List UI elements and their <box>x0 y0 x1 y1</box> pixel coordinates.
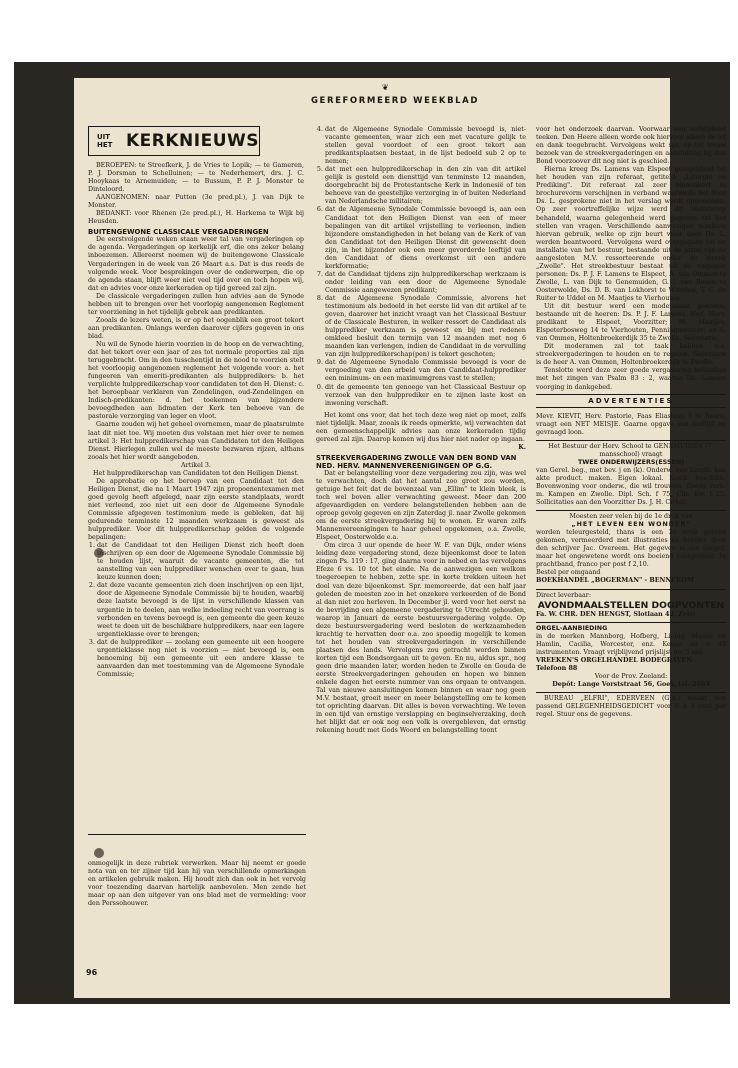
ad-text: in de merken Mannborg, Hofberg, Liebig, Mason en Hamlin, Cacilia, Worcester, enz. Keuze uit ± 40 instrumenten. Vraagt vrijblijvend prijslijst no. 5 aan <box>536 632 726 656</box>
kerknieuws-title-box <box>88 126 260 156</box>
ad-text: worden teleurgesteld, thans is een 2e druk gereed gekomen, vermeerderd met illustraties en herzien door den schrijver Jac. Overeem. Het gegeven is zoo simpel, maar het ongewetene wordt ons boeiend voorgesteld. In prachtband, franco per post f 2,10. <box>536 529 726 569</box>
ad-text: Moesten zeer velen bij de 1e druk van <box>569 513 693 521</box>
provisions-list <box>88 542 304 679</box>
paragraph: voor het onderzoek daarvan. Voorwaar een verblijdend teeken. Den Heere alleen worde ook hiervoor alleen de lof en dank toegebracht. Vervolgens wekt spr. op tot trouw bezoek van de streekvergaderingen en aansluiting bij den Bond voorzoover dit nog niet is geschied. <box>536 126 726 166</box>
ad-title: „HET LEVEN EEN WONDER" <box>571 521 691 529</box>
list-item: 8. dat de Algemeene Synodale Commissie, alvorens het testimonium als bedoeld in het eerste lid van dit artikel af te geven, daarover het inzicht vraagt van het Classicaal Bestuur of de Classicale Besturen, in welker ressort de Candidaat als hulpprediker werkzaam is geweest en bij met redenen omkleed besluit den termijn van 12 maanden met nog 6 maanden kan verlengen, indien de Candidaat in de vervulling van zijn hulppredikerschap(pen) is tekort geschoten; <box>325 295 526 359</box>
ad-het-leven-een-wonder <box>536 511 726 589</box>
ad-avondmaalstellen <box>536 590 726 623</box>
paragraph: De approbatie op het beroep van een Candidaat tot den Heiligen Dienst, die na 1 Maart 1947 zijn propoenentexamen met goed gevolg heeft afgelegd, naar zijn eerste standplaats, wordt niet verleend, zoo niet uit een door de Algemeene Synodale Commissie afgegeven testimonium mede is gebleken, dat hij gedurende tenminste 12 maanden werkzaam is geweest als hulpprediker. Voor dit hulppredikerschap gelden de volgende bepalingen: <box>88 477 304 542</box>
ad-genemuiden <box>536 441 726 511</box>
artikel-heading: Artikel 3. <box>181 461 211 469</box>
paragraph: Nu wil de Synode hierin voorzien in de hoop en de verwachting, dat het tekort over een jaar of zes tot normale proporties zal zijn teruggebracht. Om in den tusschentijd in de nood te voorzien stelt het voorloopig aangenomen reglement het volgende voor: a. het fungeeren van emeriti-predikanten als hulppredikers: b. het verplichte hulppredikerschap voor candidaten tot den H. Dienst: c. het beroepbaar verklaren van Zendelingen, oud-Zendelingen en Indisch-predikanten: d. het toekennen van bijzondere bevoegdheden aan lidmaten der Kerk ten behoeve van de pastorale verzorging van leger en vloot. <box>88 340 304 421</box>
zwolle-heading: STREEKVERGADERING ZWOLLE VAN DEN BOND VAN NED. HERV. MANNENVEREENIGINGEN OP G.G. <box>316 453 517 470</box>
ad-text: Mevr. KIEVIT, Herv. Pastorie, Faas Eliaslaan 3 te Baarn, vraagt een NET MEISJE. Gaarne opgave van leeftijd en gevraagd loon. <box>536 412 726 436</box>
aangenomen: AANGENOMEN: naar Putten (3e pred.pl.), J. van Dijk te Monster. <box>88 194 304 210</box>
ad-depot: Depôt: Lange Vorststraat 56, Goes, tel. 2663 <box>552 680 710 688</box>
ad-title: AVONDMAALSTELLEN DOOPVONTEN <box>537 599 725 611</box>
column-kerknieuws <box>88 126 304 828</box>
page-number: 96 <box>86 968 98 977</box>
ad-text: Voor de Prov. Zeeland: <box>594 672 668 680</box>
ad-firm: Fa. W. CHR. DEN HENGST, Slotlaan 42, Zeist <box>536 610 696 618</box>
column-middle <box>316 126 526 1018</box>
column-right <box>536 126 726 719</box>
ad-text: Bestel per omgaand <box>536 569 601 577</box>
ad-kievit <box>536 411 726 441</box>
ad-firm: VREEKEN'S ORGELHANDEL BODEGRAVEN <box>536 656 693 664</box>
paragraph: Zooals de lezers weten, is er op het oogenblik een groot tekort aan predikanten. Onlangs werden daarover cijfers gegeven in ons blad. <box>88 316 304 340</box>
running-head: GEREFORMEERD WEEKBLAD <box>310 96 480 106</box>
ad-phone: Telefoon 88 <box>536 664 578 672</box>
list-item: 4. dat de Algemeene Synodale Commissie bevoegd is, niet-vacante gemeenten, waar zich een met vacature gelijk te stellen geval voordoet of een groot tekort aan predikantsplaatsen bestaat, in de lijst bedoeld sub 2 op te nemen; <box>325 126 526 166</box>
ad-text: van Gerel. beg., met bev. j en (k). Onderw. met Landb. kan akte product. maken. Eigen lokaal. Kosth. beschikb. Bovenwoning voor onderw., die wil trouwen. Goede verb. m. Kampen en Zwolle. Dipl. Sch. f 75, Chr. Kw. f 25. Sollicitaties aan den Voorzitter Ds. J. H. Cirkel. <box>536 466 726 507</box>
list-item: 10. dit de gemeente ten genoege van het Classicaal Bestuur op verzoek van den hulpprediker en te zijnen laste kost en inwoning verschaft. <box>325 384 526 408</box>
paragraph: onmogelijk in deze rubriek verwerken. Maar hij neemt er goede nota van en ter zijner tijd kan hij van verschillende opmerkingen en artikelen gebruik maken. Hij houdt zich dan ook in het vervolg voor toezending daarvan hartelijk aanbevolen. Men zende het maar op aan den uitgever van ons blad met de vermelding: voor den Perssohouwer. <box>88 860 306 908</box>
kerknieuws-prefix: UIT HET <box>97 132 113 149</box>
paragraph: Het komt ons voor, dat het toch deze weg niet op moet, zelfs niet tijdelijk. Maar, zooals ik reeds opmerkte, wij verwachten dat een gemeenschappelijk advies aan onze kerkeraden tijdig gereed zal zijn. Daarop komen wij dus hier niet nader op ingaan. <box>316 411 526 443</box>
artikel-title: Het hulppredikerschap van Candidaten tot den Heiligen Dienst. <box>93 469 299 477</box>
advertenties-heading: ADVERTENTIES <box>536 394 726 408</box>
ad-title: ORGEL-AANBIEDING <box>536 624 608 632</box>
header-ornament: ❦ <box>382 83 389 92</box>
ad-elfri <box>536 693 726 719</box>
ad-text: Direct leverbaar: <box>536 591 591 599</box>
paragraph: Uit dit bestuur werd een moderamen gekozen, bestaande uit de heeren: Ds. P. J. F. Lamens, Ned. Herv. predikant te Elspeet, Voorzitter; M. Maatjes, Elspeterbosweg 14 te Vierhouten, Penningmeester; en A. van Ommen, Holtenbroekerdijk 35 te Zwolle, Secretaris. <box>536 303 726 343</box>
ad-orgel <box>536 623 726 693</box>
list-item: 7. dat de Candidaat tijdens zijn hulppredikerschap werkzaam is onder leiding van een door de Algemeene Synodale Commissie aangewezen predikant; <box>325 271 526 295</box>
list-item: 1. dat de Candidaat tot den Heiligen Dienst zich heeft doen inschrijven op een door de Algemeene Synodale Commissie bij te houden lijst, waaruit de vacante gemeenten, die tot aanstelling van een hulpprediker wenschen over te gaan, hun keuze kunnen doen; <box>97 542 304 582</box>
paragraph: De classicale vergaderingen zullen hun advies aan de Synode hebben uit te brengen over het voorlopig aangenomen Reglement ter voorziening in het tijdelijk gebrek aan predikanten. <box>88 292 304 316</box>
paragraph: De eerstvolgende weken staan weer tal van vergaderingen op de agenda. Vergaderingen op kerkelijk erf, die ons zeker belang inboezemen. Allereerst noemen wij de buitengewone Classicale Vergaderingen in de week van 26 Maart a.s. Dat is dus reeds de volgende week. Voor besprekingen over de onderwerpen, die op de agenda staan, blijft weer niet veel tijd over en toch hopen wij, dat en advies voor onze kerkeraden op tijd gereed zal zijn. <box>88 236 304 292</box>
column-bottom-note <box>88 860 306 962</box>
paragraph: Gaarne zouden wij het geheel overnemen, maar de plaatsruimte laat dit niet toe. Wij moeten dus volstaan met hier over te nemen artikel 3: Het hulppredikerschap van Candidaten tot den Heiligen Dienst. Hierlegen zullen wel de meeste bezwaren rijzen, althans zooals het hier wordt aangeboden. <box>88 421 304 461</box>
column-rule <box>88 834 306 835</box>
paragraph: Tenslotte werd deze zeer goede vergadering beëindigd met het zingen van Psalm 83 : 2, waarna Ds. Lamens voorging in dankgebed. <box>536 367 726 391</box>
paragraph: Om circa 3 uur opende de heer W. F. van Dijk, onder wiens leiding deze vergadering stond, deze bijeenkomst door te laten zingen Ps. 119 : 17, ging daarna voor in nebed en las vervolgens Efeze 6 vs. 10 tot het einde. Na de aanwezigen een welkom toegeroepen te hebben, zette spr. in korte trekken uiteen het doel van deze bijeenkomst. Spr. memoreerde, dat een half jaar geleden de meesten zoo in het onzekere verkeerden of de Bond al dan niet zou herleven. In December jl. werd voor het eerst na de bevrijding een algemeene vergadering te Utrecht gehouden, waarop in Januari de eerste bestuursvergadering volgde. Op deze bestuursvergadering werd besloten de werkzaamheden krachtig te hervatten door o.a. zoo spoedig mogelijk te komen tot het houden van streekvergaderingen in verschillende plaatsen des lands. Vervolgens zou getracht worden binnen korten tijd een Bondsorgaan uit te geven. En nu, aldus spr., nog geen drie maanden later, worden heden te Zwolle en Gouda de eerste Streekvergaderingen gehouden en hopen we binnen enkele dagen het eerste nummer van ons orgaan te ontvangen. Tal van nieuwe aansluitingen komen binnen en waar nog geen M.V. bestaat, groeit meer en meer belangstelling om te komen tot oprichting daarvan. Dit alles is boven verwachting. We leven in een tijd van ernstige verslapping en beginselverzaking, doch het blijkt dat er ook nog een volk is overgebleven, dat ernstig rekening houdt met Gods Woord en belangstelling toont <box>316 542 526 735</box>
ad-text: Het Bestuur der Herv. School te GENEMUIDEN (7-mansschool) vraagt <box>548 442 714 458</box>
list-item: 2. dat deze vacante gemeenten zich doen inschrijven op een lijst, door de Algemeene Synodale Commissie bij te houden, waarbij deze laatste bevoegd is de lijst in verschillende klassen van urgentie in te deelen, aan welke indeeling recht van voorrang is verbonden en tevens bevoegd is, een gemeente die geen keuze weet te doen uit de beschikbare hulppredikers, naar een lagere urgentieklasse over te brengen; <box>97 582 304 638</box>
bedankt: BEDANKT: voor Rhenen (2e pred.pl.), H. Harkema te Wijk bij Heusden. <box>88 210 304 226</box>
list-item: 9. dat de Algemeene Synodale Commissie bevoegd is voor de vergoeding van den arbeid van den Candidaat-hulpprediker een minimum- en een maximumgrens vast te stellen; <box>325 359 526 383</box>
paragraph: Hierna kreeg Ds. Lamens van Elspeet gelegenheid tot het houden van zijn referaat, getiteld: „Liturgie en Prediking". Dit referaat zal zeer binnenkort in brochurevorm verschijnen in verband waarmede het door Ds. L. gesprokene niet in het verslag wordt opgenomen. Op zeer voortreffelijke wijze werd dit onderwerp behandeld, waarna gelegenheid werd gegeven tot het stellen van vragen. Verschillende aanwezigen maakten hiervan gebruik, welke op zijn beurt weer door Ds. L. werden beantwoord. Vervolgens werd overgegaan tot de installatie van het bestuur, bestaande uit de primi van de aangesloten M.V. ressorteerende onder de streek „Zwolle". Het streekbestuur bestaat uit de volgende personen: Ds. P. J. F. Lamens te Elspeet, A. van Ommen te Zwolle, L. van Dijk te Genemuiden, G. J. van Boven te Oosterwolde, Ds. D. B. van Lokhorst te Wierden, T. C. de Ruiter te Uddel en M. Maatjes te Vierhouten. <box>536 166 726 302</box>
list-item: 6. dat de Algemeene Synodale Commissie bevoegd is, aan een Candidaat tot den Heiligen Dienst van een of meer bepalingen van dit artikel vrijstelling te verleenen, indien bijzondere omstandigheden in het belang van de Kerk of van den Candidaat tot den Heiligen Dienst dit gewenscht doen zijn, in het bijzonder ook een meer gevorderde leeftijd van den Candidaat of diens overkomst uit een andere kerkformatie; <box>325 206 526 270</box>
ad-firm: BOEKHANDEL „BOGERMAN" - BENNEKOM <box>536 577 694 585</box>
signature: K. <box>518 443 526 451</box>
paragraph: Dit moderamen zal tot taak hebben o.a. streekvergaderingen te houden en te regelen. Secretaris is de heer A. van Ommen, Holtenbroekerdijk te Zwolle. <box>536 343 726 367</box>
kerknieuws-title: KERKNIEUWS <box>125 130 259 151</box>
ad-text: BUREAU „ELFRI", EDERVEEN (Gld.) maakt een passend GELEGENHEIDSGEDICHT voor U à 3 cent per regel. Stuur ons de gegevens. <box>536 695 726 719</box>
punch-hole <box>94 848 104 858</box>
paragraph: Dat er belangstelling voor deze vergadering zou zijn, was wel te verwachten, doch dat het aantal zoo groot zou worden, getuige het feit dat de bovenzaal van „Ellim" te klein bleek, is toch wel boven aller verwachting geweest. Meer dan 200 afgevaardigden en verdere belangstellenden hebben aan de oproep gevolg gegeven en zijn Zaterdag jl. naar Zwolle gekomen om de eerste streekvergadering bij te wonen. Er waren zelfs Mannenvereenigingen te haar geheel opgekomen, o.a. Zwolle, Elspeet, Oosterwolde e.a. <box>316 469 526 542</box>
provisions-list-continued <box>316 126 526 408</box>
list-item: 5. dat met een hulppredikerschap in den zin van dit artikel gelijk is gesteld een diensttijd van tenminste 12 maanden, doorgebracht bij de Protestantsche Kerk in Indonesië of ten behoeve van de geestelijke verzorging in of buiten Nederland van Nederlandsche militairen; <box>325 166 526 206</box>
list-item: 3. dat de hulpprediker — zoolang een gemeente uit een hoogere urgentieklasse nog niet is voorzien — niet bevoegd is, een benoeming bij een gemeente uit een andere klasse te aanvaarden dan met toestemming van de Algemeene Synodale Commissie; <box>97 639 304 679</box>
section-heading: BUITENGEWONE CLASSICALE VERGADERINGEN <box>88 228 269 237</box>
beroepen: BEROEPEN: te Streefkerk, J. de Vries te Lopik; — te Gameren, P. J. Dorsman te Schelluinen; — te Nederhemert, drs. J. C. Hooykaas te Arnemuiden; — te Bussum, P. P. J. Monster te Dinteloord. <box>88 162 304 194</box>
ad-title: TWEE ONDERWIJZERS(ESSEN) <box>577 458 685 466</box>
